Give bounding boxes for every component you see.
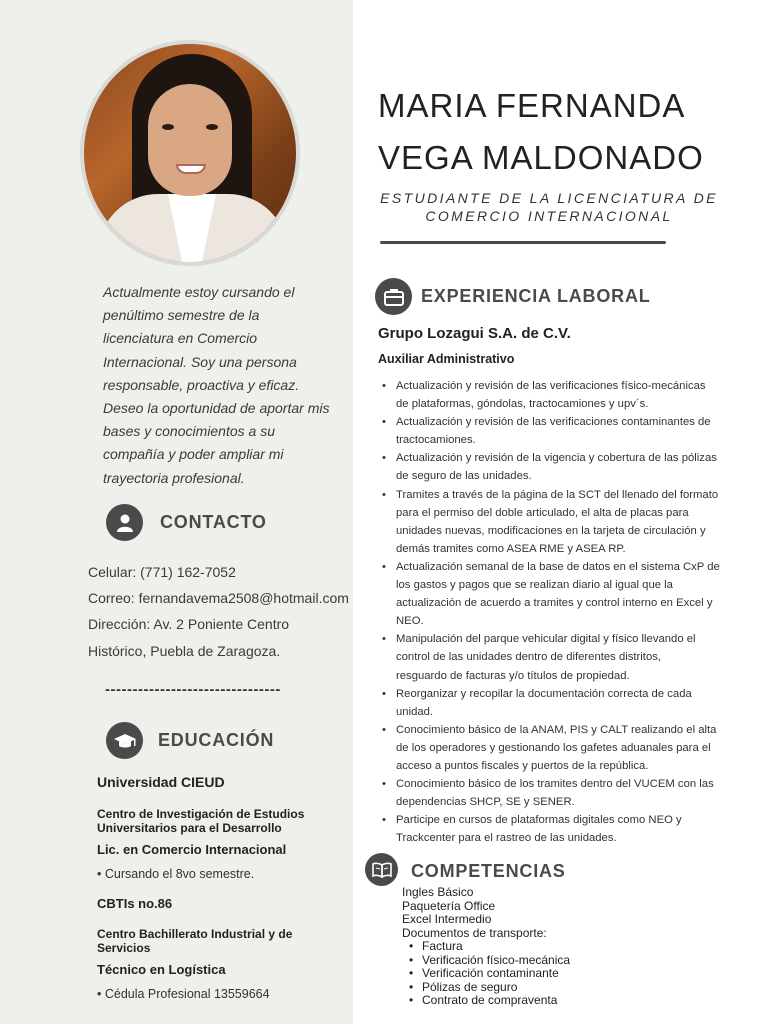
user-icon xyxy=(106,504,143,541)
list-item: • Actualización semanal de la base de datos en el sistema CxP de los gastos y pagos que se realizan diario al igual que la actualización de acuerdo a tramites y control interno en Excel y NEO. xyxy=(396,558,740,630)
contact-phone: Celular: (771) 162-7052 xyxy=(88,564,236,580)
full-name: MARIA FERNANDA VEGA MALDONADO xyxy=(378,87,704,176)
list-item: • Factura xyxy=(422,940,570,954)
education-title: EDUCACIÓN xyxy=(158,730,275,750)
skill-item: Paquetería Office xyxy=(402,898,496,913)
skills-title: COMPETENCIAS xyxy=(411,861,566,881)
list-item: • Actualización y revisión de las verificaciones contaminantes de tractocamiones. xyxy=(396,413,740,449)
contact-address: Dirección: Av. 2 Poniente Centro xyxy=(88,616,290,632)
list-item: • Manipulación del parque vehicular digital y físico llevando el control de las unidades dentro de diferentes distritos, resguardo de facturas y/o títulos de propiedad. xyxy=(396,630,740,684)
list-item: • Pólizas de seguro xyxy=(422,981,570,995)
briefcase-icon xyxy=(375,278,412,315)
degree2: Técnico en Logística xyxy=(97,962,226,977)
graduation-cap-icon xyxy=(106,722,143,759)
degree1: Lic. en Comercio Internacional xyxy=(97,842,287,857)
header-divider xyxy=(380,241,666,244)
list-item: • Actualización y revisión de la vigencia y cobertura de las pólizas de seguro de las unidades. xyxy=(396,449,740,485)
list-item: • Tramites a través de la página de la SCT del llenado del formato para el permiso del doble articulado, el alta de placas para unidades nuevas, modificaciones en la tarjeta de circulación y demás tramites como ASEA RME y ASEA RP. xyxy=(396,486,740,558)
school1-name: Universidad CIEUD xyxy=(97,774,225,790)
book-icon xyxy=(365,853,398,886)
school1-fullname: Centro de Investigación de Estudios Universitarios para el Desarrollo xyxy=(97,807,305,835)
contact-address-cont: Histórico, Puebla de Zaragoza. xyxy=(88,643,281,659)
skills-list xyxy=(402,886,570,1008)
contact-title: CONTACTO xyxy=(160,512,267,532)
list-item: • Actualización y revisión de las verificaciones físico-mecánicas de plataformas, góndolas, tractocamiones y upv´s. xyxy=(396,377,740,413)
duties-list xyxy=(396,377,740,847)
degree1-detail: • Cursando el 8vo semestre. xyxy=(97,867,255,881)
contact-email: Correo: fernandavema2508@hotmail.com xyxy=(88,590,349,606)
transport-docs-list xyxy=(422,940,570,1008)
list-item: • Verificación contaminante xyxy=(422,967,570,981)
skill-item: Ingles Básico xyxy=(402,885,474,899)
section-separator: -------------------------------- xyxy=(105,681,281,698)
job-subtitle: ESTUDIANTE DE LA LICENCIATURA DE COMERCIO INTERNACIONAL xyxy=(380,190,718,224)
job-role: Auxiliar Administrativo xyxy=(378,352,515,366)
list-item: • Contrato de compraventa xyxy=(422,994,570,1008)
school2-fullname: Centro Bachillerato Industrial y de Servicios xyxy=(97,927,293,955)
profile-photo-frame xyxy=(80,40,300,266)
list-item: • Conocimiento básico de la ANAM, PIS y CALT realizando el alta de los operadores y gestionando los gafetes aduanales para el acceso a puntos fiscales y puertos de la república. xyxy=(396,721,740,775)
list-item: • Verificación físico-mecánica xyxy=(422,954,570,968)
degree2-detail: • Cédula Profesional 13559664 xyxy=(97,987,270,1001)
list-item: • Conocimiento básico de los tramites dentro del VUCEM con las dependencias SHCP, SE y SENER. xyxy=(396,775,740,811)
list-item: • Participe en cursos de plataformas digitales como NEO y Trackcenter para el rastreo de las unidades. xyxy=(396,811,740,847)
about-paragraph: Actualmente estoy cursando el penúltimo semestre de la licenciatura en Comercio Internacional. Soy una persona responsable, proactiva y eficaz. Deseo la oportunidad de aportar mis bases y conocimientos a su compañía y poder ampliar mi trayectoria profesional. xyxy=(103,284,330,486)
skill-item: Documentos de transporte: xyxy=(402,925,547,940)
profile-photo xyxy=(84,44,296,262)
skill-item: Excel Intermedio xyxy=(402,912,492,926)
experience-title: EXPERIENCIA LABORAL xyxy=(421,286,651,306)
company-name: Grupo Lozagui S.A. de C.V. xyxy=(378,325,571,342)
list-item: • Reorganizar y recopilar la documentación correcta de cada unidad. xyxy=(396,685,740,721)
school2-name: CBTIs no.86 xyxy=(97,896,173,911)
